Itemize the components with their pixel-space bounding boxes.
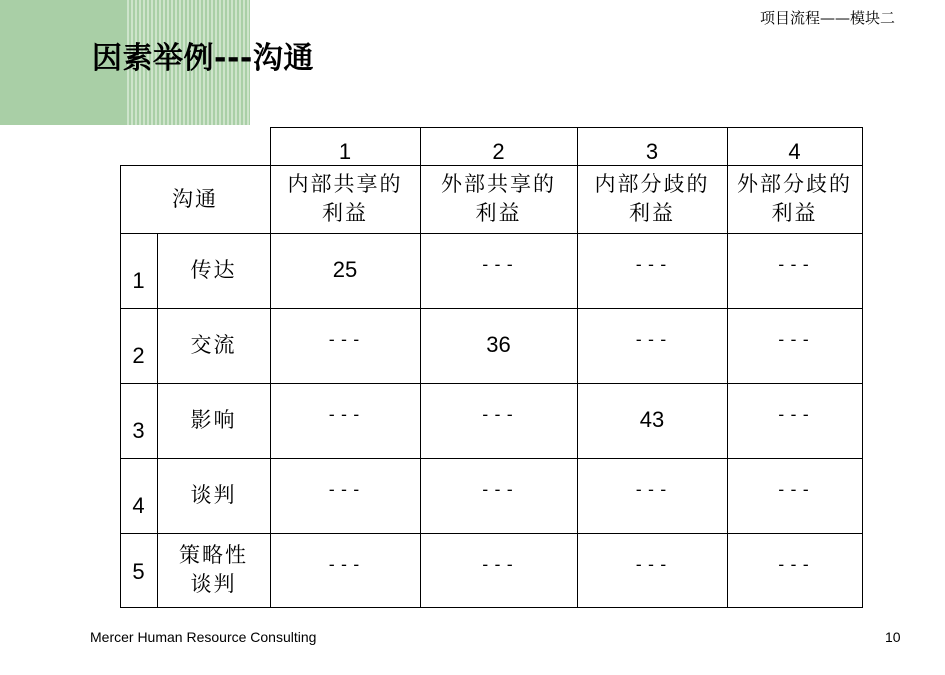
empty-cell-text: --- (480, 555, 517, 575)
empty-cell-text: --- (326, 555, 364, 575)
footer-company: Mercer Human Resource Consulting (90, 629, 317, 645)
empty-cell (270, 533, 420, 607)
empty-cell-text: --- (776, 330, 813, 350)
row-number (120, 533, 157, 607)
row-label (157, 308, 270, 383)
empty-cell-text: --- (776, 405, 813, 425)
column-label-text: 内部共享的 (287, 172, 403, 196)
column-number-text: 4 (788, 139, 801, 164)
value-cell (577, 383, 727, 458)
row-label (157, 533, 270, 607)
row-number (120, 458, 157, 533)
empty-cell (420, 533, 577, 607)
section-label: 项目流程——模块二 (759, 9, 895, 27)
empty-cell (270, 308, 420, 383)
column-label-text: 外部分歧的 (737, 172, 852, 196)
column-number (270, 137, 420, 167)
empty-cell (577, 458, 727, 533)
column-label-text: 利益 (475, 201, 522, 225)
column-label-text: 利益 (322, 201, 368, 225)
row-label (157, 383, 270, 458)
column-number-text: 2 (492, 139, 505, 164)
row-label-text: 谈判 (190, 483, 237, 507)
empty-cell-text: --- (480, 255, 517, 275)
column-label-text: 内部分歧的 (594, 172, 710, 196)
empty-cell (727, 533, 862, 607)
empty-cell (727, 308, 862, 383)
empty-cell-text: --- (326, 330, 364, 350)
empty-cell-text: --- (326, 405, 364, 425)
row-number-text: 4 (132, 493, 145, 518)
value-cell-text: 36 (486, 332, 511, 357)
empty-cell-text: --- (776, 555, 813, 575)
value-cell (420, 308, 577, 383)
row-header-label (120, 165, 270, 233)
empty-cell-text: --- (633, 480, 671, 500)
empty-cell (420, 383, 577, 458)
empty-cell-text: --- (776, 255, 813, 275)
empty-cell-text: --- (326, 480, 364, 500)
column-label (577, 165, 727, 233)
column-label-text: 外部共享的 (441, 172, 556, 196)
empty-cell (727, 458, 862, 533)
row-number-text: 1 (132, 268, 145, 293)
value-cell-text: 43 (639, 407, 665, 432)
column-label-text: 利益 (771, 201, 818, 225)
value-cell-text: 25 (332, 257, 358, 282)
row-label-text: 影响 (190, 408, 237, 432)
row-number (120, 383, 157, 458)
row-number (120, 233, 157, 308)
empty-cell (420, 458, 577, 533)
column-label (420, 165, 577, 233)
table-column-divider (862, 127, 863, 608)
empty-cell (270, 458, 420, 533)
row-label-text: 交流 (190, 333, 237, 357)
empty-cell (420, 233, 577, 308)
row-label-text: 谈判 (190, 572, 237, 596)
empty-cell (577, 308, 727, 383)
column-label-text: 利益 (629, 201, 675, 225)
page-number: 10 (885, 629, 901, 645)
column-number (577, 137, 727, 167)
row-label (157, 233, 270, 308)
row-number (120, 308, 157, 383)
row-number-text: 5 (132, 559, 145, 584)
empty-cell-text: --- (633, 255, 671, 275)
row-header-label-text: 沟通 (172, 186, 218, 211)
row-number-text: 2 (132, 343, 145, 368)
empty-cell (727, 383, 862, 458)
empty-cell-text: --- (633, 330, 671, 350)
row-label (157, 458, 270, 533)
column-number-text: 1 (338, 139, 352, 164)
empty-cell-text: --- (480, 480, 517, 500)
page-title: 因素举例---沟通 (92, 41, 314, 76)
table-row-divider (120, 607, 863, 608)
value-cell (270, 233, 420, 308)
empty-cell-text: --- (480, 405, 517, 425)
empty-cell-text: --- (633, 555, 671, 575)
column-number (420, 137, 577, 167)
row-number-text: 3 (132, 418, 145, 443)
column-label (270, 165, 420, 233)
table-top-border (270, 127, 863, 128)
row-label-text: 传达 (190, 258, 237, 282)
empty-cell (270, 383, 420, 458)
column-number (727, 137, 862, 167)
row-label-text: 策略性 (179, 543, 248, 567)
column-number-text: 3 (645, 139, 659, 164)
empty-cell-text: --- (776, 480, 813, 500)
empty-cell (577, 533, 727, 607)
empty-cell (727, 233, 862, 308)
empty-cell (577, 233, 727, 308)
column-label (727, 165, 862, 233)
